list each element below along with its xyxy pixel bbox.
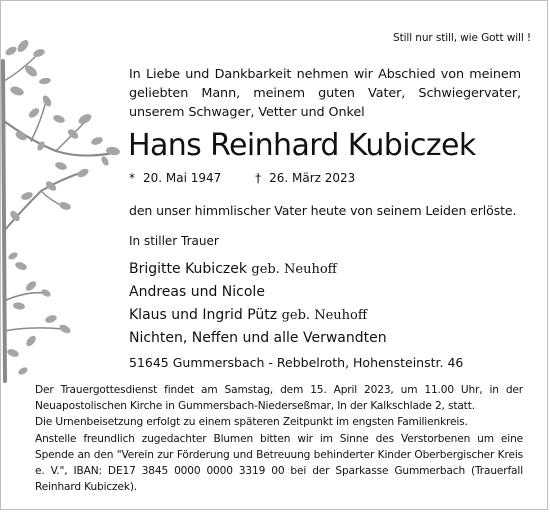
family-member: Brigitte Kubiczek geb. Neuhoff [129,261,337,277]
deceased-name: Hans Reinhard Kubiczek [128,128,476,163]
mourning-label: In stiller Trauer [129,234,219,248]
intro-text: In Liebe und Dankbarkeit nehmen wir Abschied von meinem geliebten Mann, meinem guten Vater, Schwiegervater, unserem Schwager, Vetter und Onkel [129,67,521,120]
death-cross-icon: † [255,171,262,185]
service-info: Der Trauergottesdienst findet am Samstag, dem 15. April 2023, um 11.00 Uhr, in der Neuapostolischen Kirche in Gummersbach-Niederseßmar, In der Kalkschlade 2, statt. [35,384,523,413]
family-note: geb. Neuhoff [281,308,368,323]
family-note: geb. Neuhoff [251,262,337,277]
passing-line: den unser himmlischer Vater heute von seinem Leiden erlöste. [129,203,517,218]
urn-info: Die Urnenbeisetzung erfolgt zu einem späteren Zeitpunkt im engsten Familienkreis. [35,416,468,429]
donation-info: Anstelle freundlich zugedachter Blumen bitten wir im Sinne des Verstorbenen um eine Spende an den "Verein zur Förderung und Betreuung behinderter Kinder Oberbergischer Kreis e. V.", IBAN: DE17 3845 0000 0000 3319 00 bei der Sparkasse Gummerbach (Trauerfall Reinhard Kubiczek). [35,432,523,494]
birth-date: * 20. Mai 1947 [129,171,222,185]
funeral-info [35,382,523,495]
address: 51645 Gummersbach - Rebbelroth, Hohensteinstr. 46 [129,355,464,370]
family-list [129,258,387,350]
family-member: Nichten, Neffen und alle Verwandten [129,330,387,346]
death-date: † 26. März 2023 [255,171,356,185]
birth-star-icon: * [129,171,135,185]
motto: Still nur still, wie Gott will ! [393,32,531,44]
life-dates [129,171,355,185]
family-member: Klaus und Ingrid Pütz geb. Neuhoff [129,307,368,323]
family-member: Andreas und Nicole [129,284,265,300]
